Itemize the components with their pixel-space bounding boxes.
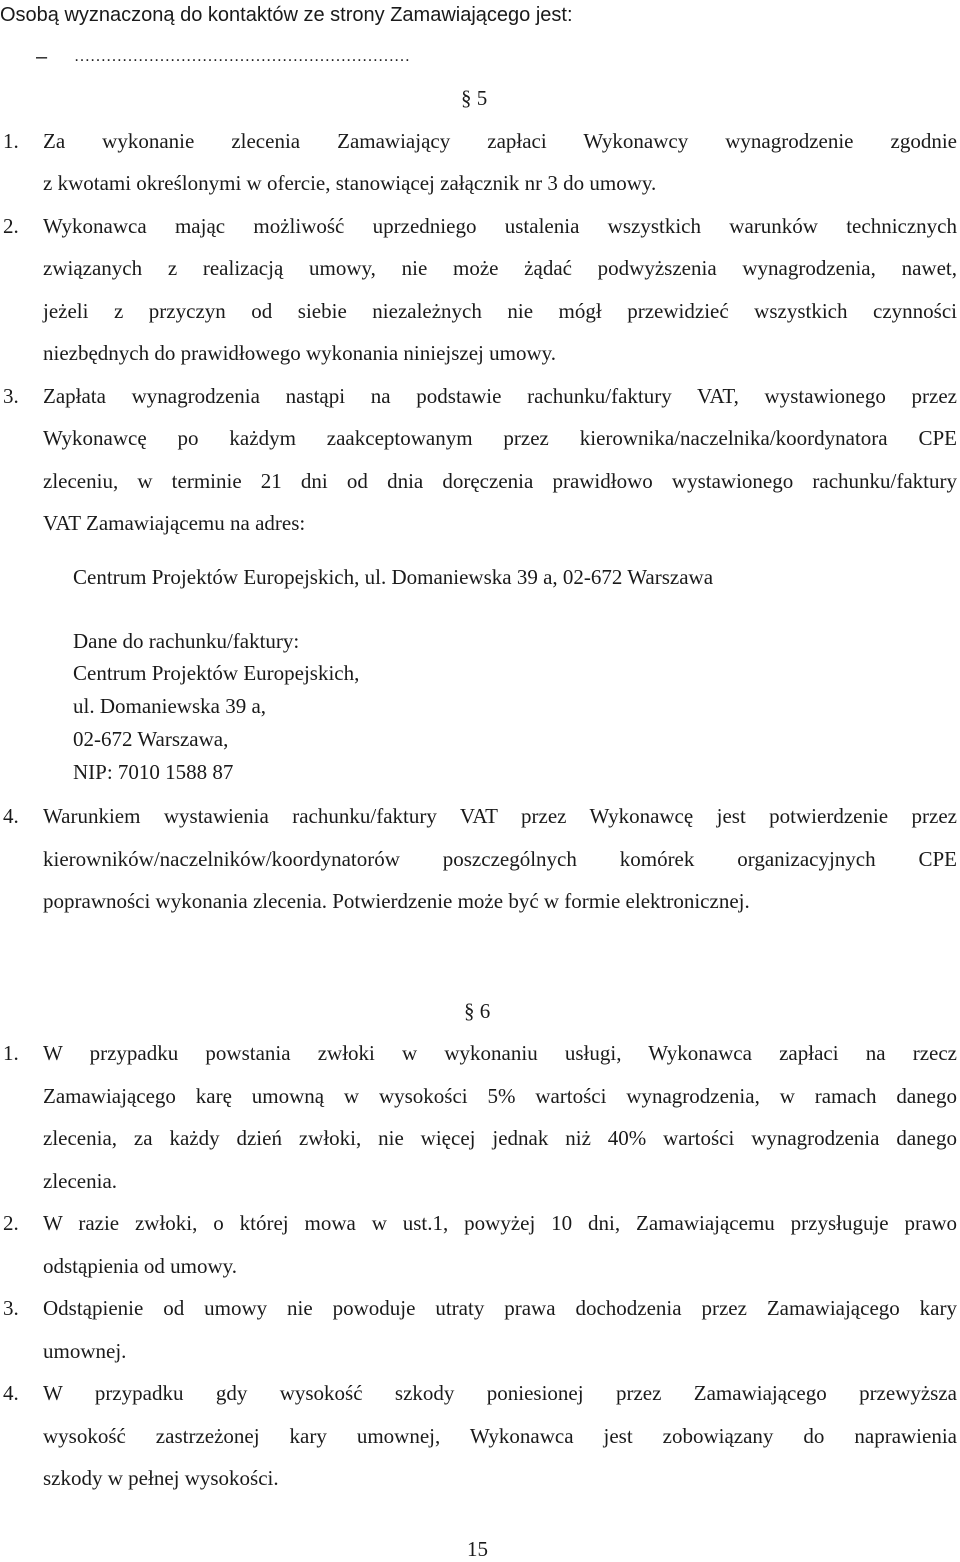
s5-p4-line: kierowników/naczelników/koordynatorów poszczególnych komórek organizacyjnych CPE xyxy=(43,847,957,871)
s6-p1-line: zlecenia. xyxy=(43,1169,118,1193)
s6-p1-line: Zamawiającego karę umowną w wysokości 5% wartości wynagrodzenia, w ramach danego xyxy=(43,1084,957,1108)
s5-p2-line: związanych z realizacją umowy, nie może żądać podwyższenia wynagrodzenia, nawet, xyxy=(43,256,957,280)
s5-p1-number: 1. xyxy=(3,129,19,153)
s5-p3-line: Wykonawcę po każdym zaakceptowanym przez kierownika/naczelnika/koordynatora CPE xyxy=(43,426,957,450)
s6-p2-line: W razie zwłoki, o której mowa w ust.1, powyżej 10 dni, Zamawiającemu przysługuje prawo xyxy=(43,1211,957,1235)
contact-placeholder-dots: ……………………………………………………… xyxy=(74,48,410,65)
billing-company-name: Centrum Projektów Europejskich, xyxy=(73,661,360,685)
s6-p4-line: W przypadku gdy wysokość szkody poniesionej przez Zamawiającego przewyższa xyxy=(43,1381,957,1405)
billing-street: ul. Domaniewska 39 a, xyxy=(73,694,267,718)
invoice-delivery-address: Centrum Projektów Europejskich, ul. Domaniewska 39 a, 02-672 Warszawa xyxy=(73,565,714,589)
s5-p3-line: VAT Zamawiającemu na adres: xyxy=(43,511,306,535)
s6-p4-line: wysokość zastrzeżonej kary umownej, Wykonawca jest zobowiązany do naprawienia xyxy=(43,1424,957,1448)
page-number: 15 xyxy=(467,1537,488,1561)
s5-p3-line: zleceniu, w terminie 21 dni od dnia doręczenia prawidłowo wystawionego rachunku/faktury xyxy=(43,469,957,493)
contact-dash: – xyxy=(36,46,48,68)
s6-p2-number: 2. xyxy=(3,1211,19,1235)
s5-p4-number: 4. xyxy=(3,804,19,828)
s6-p1-number: 1. xyxy=(3,1041,19,1065)
billing-data-heading: Dane do rachunku/faktury: xyxy=(73,629,300,653)
s5-p4-line: poprawności wykonania zlecenia. Potwierdzenie może być w formie elektronicznej. xyxy=(43,889,750,913)
s6-p1-line: zlecenia, za każdy dzień zwłoki, nie więcej jednak niż 40% wartości wynagrodzenia danego xyxy=(43,1126,957,1150)
s5-p2-line: niezbędnych do prawidłowego wykonania niniejszej umowy. xyxy=(43,341,557,365)
billing-nip: NIP: 7010 1588 87 xyxy=(73,760,234,784)
section-heading-6: § 6 xyxy=(464,999,491,1023)
s5-p2-line: Wykonawca mając możliwość uprzedniego ustalenia wszystkich warunków technicznych xyxy=(43,214,957,238)
s6-p2-line: odstąpienia od umowy. xyxy=(43,1254,238,1278)
s5-p3-line: Zapłata wynagrodzenia nastąpi na podstawie rachunku/faktury VAT, wystawionego przez xyxy=(43,384,957,408)
billing-city: 02-672 Warszawa, xyxy=(73,727,229,751)
s6-p1-line: W przypadku powstania zwłoki w wykonaniu usługi, Wykonawca zapłaci na rzecz xyxy=(43,1041,957,1065)
s5-p2-number: 2. xyxy=(3,214,19,238)
s5-p1-line: Za wykonanie zlecenia Zamawiający zapłaci Wykonawcy wynagrodzenie zgodnie xyxy=(43,129,957,153)
s6-p4-number: 4. xyxy=(3,1381,19,1405)
s6-p4-line: szkody w pełnej wysokości. xyxy=(43,1466,279,1490)
section-heading-5: § 5 xyxy=(461,86,488,110)
s5-p4-line: Warunkiem wystawienia rachunku/faktury VAT przez Wykonawcę jest potwierdzenie przez xyxy=(43,804,957,828)
s6-p3-line: umownej. xyxy=(43,1339,127,1363)
s6-p3-line: Odstąpienie od umowy nie powoduje utraty prawa dochodzenia przez Zamawiającego kary xyxy=(43,1296,957,1320)
s5-p2-line: jeżeli z przyczyn od siebie niezależnych nie mógł przewidzieć wszystkich czynności xyxy=(43,299,957,323)
s5-p1-line: z kwotami określonymi w ofercie, stanowiącej załącznik nr 3 do umowy. xyxy=(43,171,657,195)
contact-person-label: Osobą wyznaczoną do kontaktów ze strony Zamawiającego jest: xyxy=(0,4,573,26)
s6-p3-number: 3. xyxy=(3,1296,19,1320)
s5-p3-number: 3. xyxy=(3,384,19,408)
